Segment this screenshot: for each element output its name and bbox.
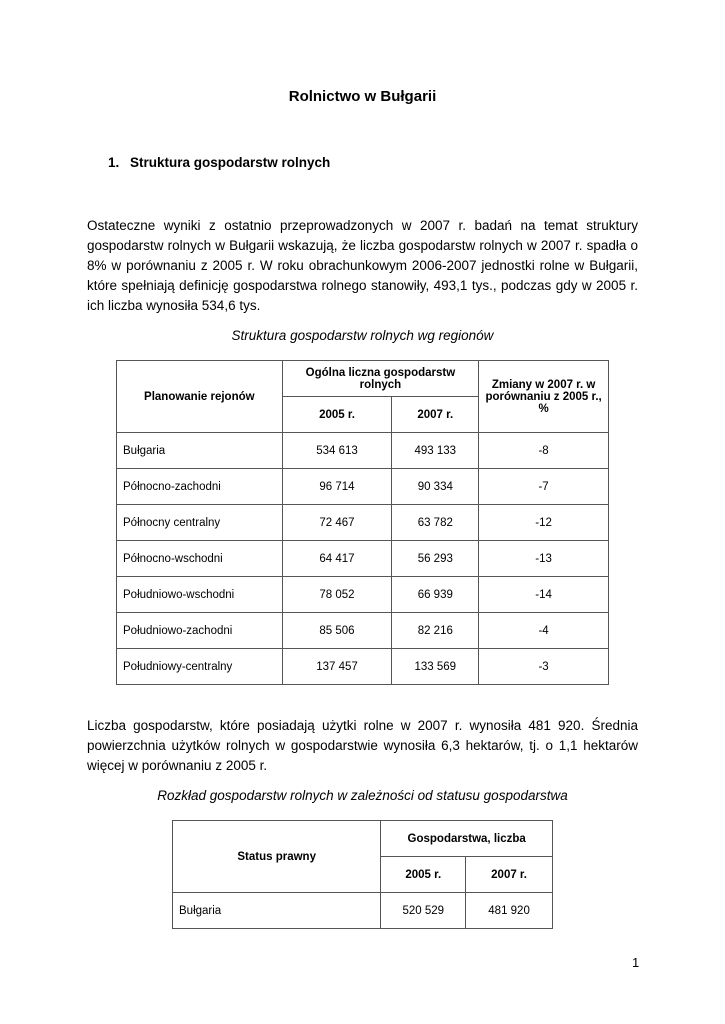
table-row xyxy=(117,649,609,685)
row-label: Bułgaria xyxy=(117,433,283,469)
section-number: 1. xyxy=(108,155,120,170)
cell-value: 78 052 xyxy=(282,577,392,613)
page-number: 1 xyxy=(632,955,640,970)
header-count: Gospodarstwa, liczba xyxy=(381,821,553,857)
cell-value: 520 529 xyxy=(381,893,466,929)
cell-value: -3 xyxy=(479,649,609,685)
paragraph-2: Liczba gospodarstw, które posiadają użytki rolne w 2007 r. wynosiła 481 920. Średnia powierzchnia użytków rolnych w gospodarstwie wynosiła 6,3 hektarów, tj. o 1,1 hektarów więcej w porównaniu z 2005 r. xyxy=(87,718,638,773)
table-row xyxy=(117,541,609,577)
cell-value: 96 714 xyxy=(282,469,392,505)
table1-caption: Struktura gospodarstw rolnych wg regionów xyxy=(231,328,494,343)
header-total: Ogólna liczna gospodarstw rolnych xyxy=(282,361,479,397)
cell-value: 493 133 xyxy=(392,433,479,469)
section-title: Struktura gospodarstw rolnych xyxy=(130,155,331,170)
cell-value: -8 xyxy=(479,433,609,469)
header-change: Zmiany w 2007 r. w porównaniu z 2005 r., % xyxy=(479,361,609,433)
table-row xyxy=(117,613,609,649)
header-status: Status prawny xyxy=(173,821,381,893)
cell-value: -13 xyxy=(479,541,609,577)
row-label: Bułgaria xyxy=(173,893,381,929)
section-heading xyxy=(108,155,330,170)
row-label: Północny centralny xyxy=(117,505,283,541)
table2-caption: Rozkład gospodarstw rolnych w zależności od statusu gospodarstwa xyxy=(157,788,568,803)
table-row xyxy=(117,433,609,469)
table-row xyxy=(117,469,609,505)
cell-value: 90 334 xyxy=(392,469,479,505)
cell-value: 72 467 xyxy=(282,505,392,541)
cell-value: -12 xyxy=(479,505,609,541)
document-title: Rolnictwo w Bułgarii xyxy=(288,88,437,105)
row-label: Północno-wschodni xyxy=(117,541,283,577)
cell-value: 481 920 xyxy=(466,893,553,929)
status-table xyxy=(172,820,553,929)
header-2005: 2005 r. xyxy=(381,857,466,893)
cell-value: -14 xyxy=(479,577,609,613)
row-label: Południowo-wschodni xyxy=(117,577,283,613)
table-row xyxy=(117,505,609,541)
cell-value: 64 417 xyxy=(282,541,392,577)
cell-value: 63 782 xyxy=(392,505,479,541)
cell-value: 534 613 xyxy=(282,433,392,469)
header-2007: 2007 r. xyxy=(392,397,479,433)
cell-value: 82 216 xyxy=(392,613,479,649)
header-region: Planowanie rejonów xyxy=(117,361,283,433)
header-2007: 2007 r. xyxy=(466,857,553,893)
cell-value: 85 506 xyxy=(282,613,392,649)
row-label: Południowo-zachodni xyxy=(117,613,283,649)
cell-value: 66 939 xyxy=(392,577,479,613)
cell-value: 133 569 xyxy=(392,649,479,685)
table-row xyxy=(173,893,553,929)
table-row xyxy=(117,577,609,613)
cell-value: 56 293 xyxy=(392,541,479,577)
cell-value: -7 xyxy=(479,469,609,505)
row-label: Północno-zachodni xyxy=(117,469,283,505)
paragraph-1: Ostateczne wyniki z ostatnio przeprowadzonych w 2007 r. badań na temat struktury gospodarstw rolnych w Bułgarii wskazują, że liczba gospodarstw rolnych w 2007 r. spadła o 8% w porównaniu z 2005 r. W roku obrachunkowym 2006-2007 jednostki rolne w Bułgarii, które spełniają definicję gospodarstwa rolnego stanowiły, 493,1 tys., podczas gdy w 2005 r. ich liczba wynosiła 534,6 tys. xyxy=(87,218,638,313)
cell-value: 137 457 xyxy=(282,649,392,685)
regions-table xyxy=(116,360,609,685)
cell-value: -4 xyxy=(479,613,609,649)
header-2005: 2005 r. xyxy=(282,397,392,433)
row-label: Południowy-centralny xyxy=(117,649,283,685)
